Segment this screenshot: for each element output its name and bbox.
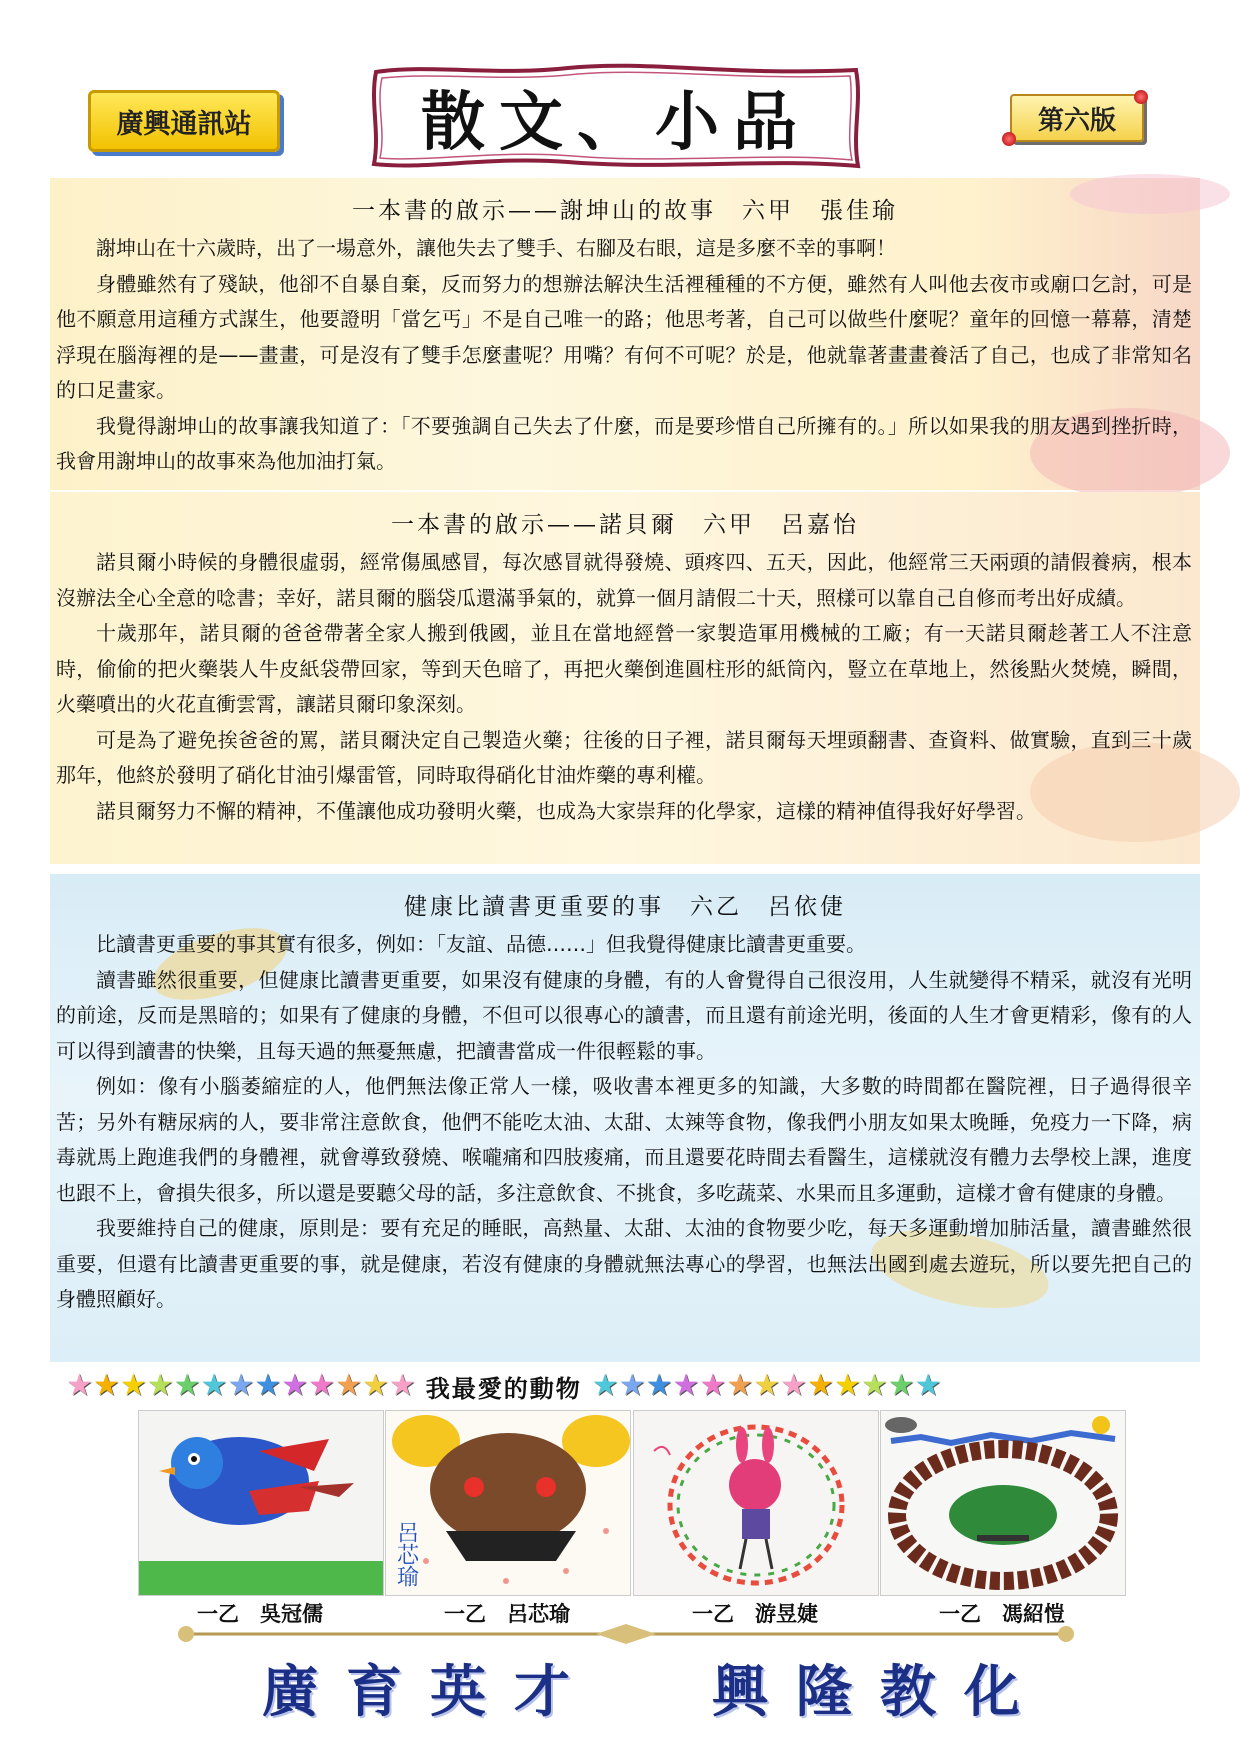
article-paragraph: 身體雖然有了殘缺，他卻不自暴自棄，反而努力的想辦法解決生活裡種種的不方便，雖然有人叫他去夜市或廟口乞討，可是他不願意用這種方式謀生，他要證明「當乞丐」不是自己唯一的路；他思考著，自己可以做些什麼呢？童年的回憶一幕幕，清楚浮現在腦海裡的是——畫畫，可是沒有了雙手怎麼畫呢？用嘴？有何不可呢？於是，他就靠著畫畫養活了自己，也成了非常知名的口足畫家。: [56, 271, 1192, 402]
drawing-caption: 一乙 游昱婕: [692, 1601, 818, 1626]
star-icon: ★: [914, 1368, 942, 1403]
article-paragraph: 讀書雖然很重要，但健康比讀書更重要，如果沒有健康的身體，有的人會覺得自己很沒用，人生就變得不精采，就沒有光明的前途，反而是黑暗的；如果有了健康的身體，不但可以很專心的讀書，而且還有前途光明，後面的人生才會更精彩，像有的人可以得到讀書的快樂，且每天過的無憂無慮，把讀書當成一件很輕鬆的事。: [56, 967, 1192, 1063]
newsletter-badge: 廣興通訊站: [88, 90, 280, 152]
star-icon: ★: [618, 1368, 646, 1403]
star-icon: ★: [388, 1368, 416, 1403]
article-section-1: [50, 178, 1200, 490]
article-title: 一本書的啟示——諾貝爾 六甲 呂嘉怡: [391, 512, 859, 538]
article-title: 一本書的啟示——謝坤山的故事 六甲 張佳瑜: [352, 198, 898, 224]
gallery-title: 我最愛的動物: [425, 1373, 582, 1403]
star-icon: ★: [173, 1368, 201, 1403]
article-paragraph: 比讀書更重要的事其實有很多，例如：「友誼、品德……」但我覺得健康比讀書更重要。: [96, 932, 866, 956]
article-paragraph: 例如：像有小腦萎縮症的人，他們無法像正常人一樣，吸收書本裡更多的知識，大多數的時間都在醫院裡，日子過得很辛苦；另外有糖尿病的人，要非常注意飲食，他們不能吃太油、太甜、太辣等食物，像我們小朋友如果太晚睡，免疫力一下降，病毒就馬上跑進我們的身體裡，就會導致發燒、喉嚨痛和四肢痠痛，而且還要花時間去看醫生，這樣就沒有體力去學校上課，進度也跟不上，會損失很多，所以還是要聽父母的話，多注意飲食、不挑食，多吃蔬菜、水果而且多運動，這樣才會有健康的身體。: [56, 1074, 1192, 1205]
star-icon: ★: [887, 1368, 915, 1403]
article-paragraph: 我覺得謝坤山的故事讓我知道了：「不要強調自己失去了什麼，而是要珍惜自己所擁有的。」所以如果我的朋友遇到挫折時，我會用謝坤山的故事來為他加油打氣。: [56, 413, 1192, 473]
page-title: 散文、小品: [421, 85, 811, 160]
drawing-bird: [138, 1410, 384, 1596]
star-icon: ★: [361, 1368, 389, 1403]
star-icon: ★: [335, 1368, 362, 1403]
footer-divider: [176, 1622, 1076, 1646]
star-row-right: [592, 1366, 942, 1406]
star-icon: ★: [591, 1368, 619, 1403]
star-icon: ★: [92, 1368, 120, 1403]
article-paragraph: 諾貝爾小時候的身體很虛弱，經常傷風感冒，每次感冒就得發燒、頭疼四、五天，因此，他經常三天兩頭的請假養病，根本沒辦法全心全意的唸書；幸好，諾貝爾的腦袋瓜還滿爭氣的，就算一個月請假二十天，照樣可以靠自己自修而考出好成績。: [56, 550, 1192, 610]
article-paragraph: 謝坤山在十六歲時，出了一場意外，讓他失去了雙手、右腳及右眼，這是多麼不幸的事啊！: [96, 236, 896, 260]
star-icon: ★: [672, 1368, 700, 1403]
article-paragraph: 可是為了避免挨爸爸的罵，諾貝爾決定自己製造火藥；往後的日子裡，諾貝爾每天埋頭翻書、查資料、做實驗，直到三十歲那年，他終於發明了硝化甘油引爆雷管，同時取得硝化甘油炸藥的專利權。: [56, 727, 1192, 787]
edition-badge: 第六版: [1010, 94, 1144, 142]
article-title: 健康比讀書更重要的事 六乙 呂依倢: [404, 894, 846, 920]
star-icon: ★: [200, 1368, 228, 1403]
star-icon: ★: [753, 1368, 781, 1403]
drawing-signature: 呂芯瑜: [393, 1521, 419, 1587]
star-icon: ★: [726, 1368, 754, 1403]
drawing-bee: [385, 1410, 631, 1596]
star-icon: ★: [308, 1368, 336, 1403]
star-icon: ★: [860, 1368, 888, 1403]
red-dot-icon: [1134, 90, 1148, 104]
star-icon: ★: [227, 1368, 255, 1403]
article-paragraph: 十歲那年，諾貝爾的爸爸帶著全家人搬到俄國，並且在當地經營一家製造軍用機械的工廠；有一天諾貝爾趁著工人不注意時，偷偷的把火藥裝人牛皮紙袋帶回家，等到天色暗了，再把火藥倒進圓柱形的紙筒內，豎立在草地上，然後點火焚燒，瞬間，火藥噴出的火花直衝雲霄，讓諾貝爾印象深刻。: [56, 621, 1192, 716]
star-banner: [66, 1366, 1176, 1406]
star-row-left: [66, 1366, 416, 1406]
drawing-caption: 一乙 吳冠儒: [197, 1601, 323, 1626]
drawing-caption: 一乙 呂芯瑜: [444, 1601, 570, 1626]
drawing-turtle: [880, 1410, 1126, 1596]
motto-right: 興隆教化: [712, 1659, 1048, 1725]
article-paragraph: 我要維持自己的健康，原則是：要有充足的睡眠，高熱量、太甜、太油的食物要少吃，每天多運動增加肺活量，讀書雖然很重要，但還有比讀書更重要的事，就是健康，若沒有健康的身體就無法專心的學習，也無法出國到處去遊玩，所以要先把自己的身體照顧好。: [56, 1216, 1192, 1311]
motto-left: 廣育英才: [262, 1659, 598, 1725]
star-icon: ★: [780, 1368, 808, 1403]
article-paragraph: 諾貝爾努力不懈的精神，不僅讓他成功發明火藥，也成為大家崇拜的化學家，這樣的精神值得我好好學習。: [96, 798, 1036, 823]
star-icon: ★: [146, 1368, 174, 1403]
star-icon: ★: [645, 1368, 673, 1403]
red-dot-icon: [1002, 132, 1016, 146]
star-icon: ★: [66, 1368, 93, 1403]
star-icon: ★: [119, 1368, 147, 1403]
star-icon: ★: [254, 1368, 282, 1403]
star-icon: ★: [699, 1368, 727, 1403]
article-section-3: [50, 874, 1200, 1362]
drawing-caption: 一乙 馮紹愷: [939, 1601, 1065, 1626]
star-icon: ★: [833, 1368, 861, 1403]
drawing-rabbit: [633, 1410, 879, 1596]
article-section-2: [50, 492, 1200, 864]
star-icon: ★: [807, 1368, 834, 1403]
star-icon: ★: [281, 1368, 309, 1403]
